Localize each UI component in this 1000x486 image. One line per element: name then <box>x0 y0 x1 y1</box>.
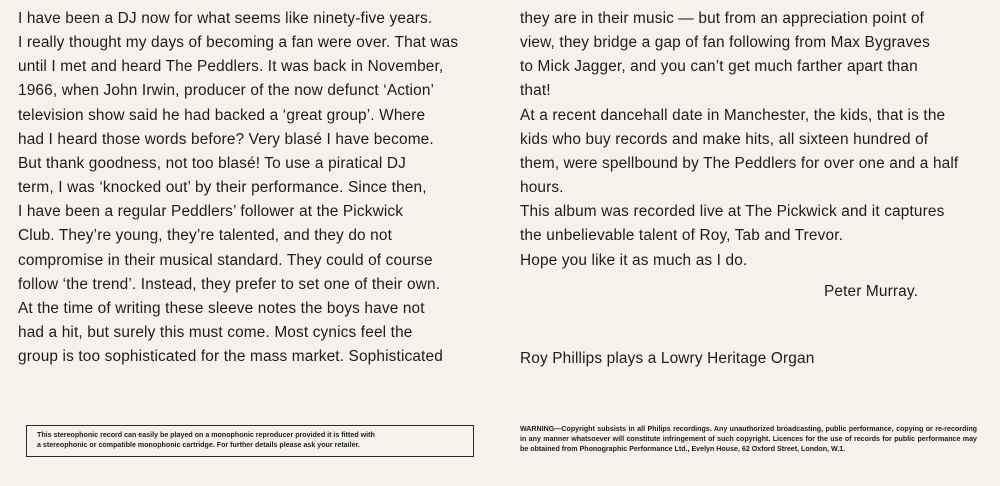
text-line: compromise in their musical standard. They could of course <box>18 251 433 269</box>
paragraph-appreciation <box>520 7 976 104</box>
paragraph-dancehall <box>520 104 976 201</box>
text-line: I have been a DJ now for what seems like ninety-five years. <box>18 10 433 27</box>
organ-credit: Roy Phillips plays a Lowry Heritage Organ <box>520 349 815 367</box>
text-line: Club. They’re young, they’re talented, and they do not <box>18 227 393 245</box>
sleeve-notes-body <box>18 7 488 369</box>
author-signature: Peter Murray. <box>823 282 918 300</box>
text-line: that! <box>520 82 551 100</box>
right-column <box>520 7 976 371</box>
copyright-warning: WARNING—Copyright subsists in all Philips recordings. Any unauthorized broadcasting, public performance, copying or re-recording in any manner whatsoever will constitute infringement of such copyright. Licences for the use of records for public performance may be obtained from Phonographic Performance Ltd., Evelyn House, 62 Oxford Street, London, W.1. <box>520 425 977 453</box>
text-line: But thank goodness, not too blasé! To use a piratical DJ <box>18 154 406 172</box>
text-line: term, I was ‘knocked out’ by their performance. Since then, <box>18 179 427 197</box>
text-line: view, they bridge a gap of fan following from Max Bygraves <box>520 34 930 52</box>
left-column <box>18 7 488 369</box>
closing-line: Hope you like it as much as I do. <box>520 251 748 269</box>
text-line: had I heard those words before? Very blasé I have become. <box>18 130 434 148</box>
text-line: them, were spellbound by The Peddlers for over one and a half <box>520 154 959 172</box>
paragraph-album <box>520 200 976 248</box>
text-line: kids who buy records and make hits, all sixteen hundred of <box>520 130 929 148</box>
stereo-notice-box <box>26 425 474 457</box>
notice-line: a stereophonic or compatible monophonic cartridge. For further details please ask your retailer. <box>37 441 360 449</box>
text-line: hours. <box>520 179 564 197</box>
text-line: I have been a regular Peddlers’ follower at the Pickwick <box>18 203 404 221</box>
text-line: This album was recorded live at The Pickwick and it captures <box>520 203 945 221</box>
text-line: had a hit, but surely this must come. Most cynics feel the <box>18 324 413 342</box>
text-line: to Mick Jagger, and you can’t get much farther apart than <box>520 58 918 76</box>
text-line: 1966, when John Irwin, producer of the now defunct ‘Action’ <box>18 82 435 100</box>
text-line: television show said he had backed a ‘great group’. Where <box>18 106 426 124</box>
text-line: the unbelievable talent of Roy, Tab and Trevor. <box>520 227 844 245</box>
text-line: they are in their music — but from an appreciation point of <box>520 10 925 27</box>
text-line: until I met and heard The Peddlers. It was back in November, <box>18 58 444 76</box>
text-line: At a recent dancehall date in Manchester, the kids, that is the <box>520 106 946 124</box>
text-line: follow ‘the trend’. Instead, they prefer to set one of their own. <box>18 275 441 293</box>
text-line: At the time of writing these sleeve notes the boys have not <box>18 299 425 317</box>
text-line: group is too sophisticated for the mass market. Sophisticated <box>18 348 443 366</box>
text-line: I really thought my days of becoming a fan were over. That was <box>18 34 459 52</box>
notice-line: This stereophonic record can easily be played on a monophonic reproducer provided it is fitted with <box>37 431 375 439</box>
